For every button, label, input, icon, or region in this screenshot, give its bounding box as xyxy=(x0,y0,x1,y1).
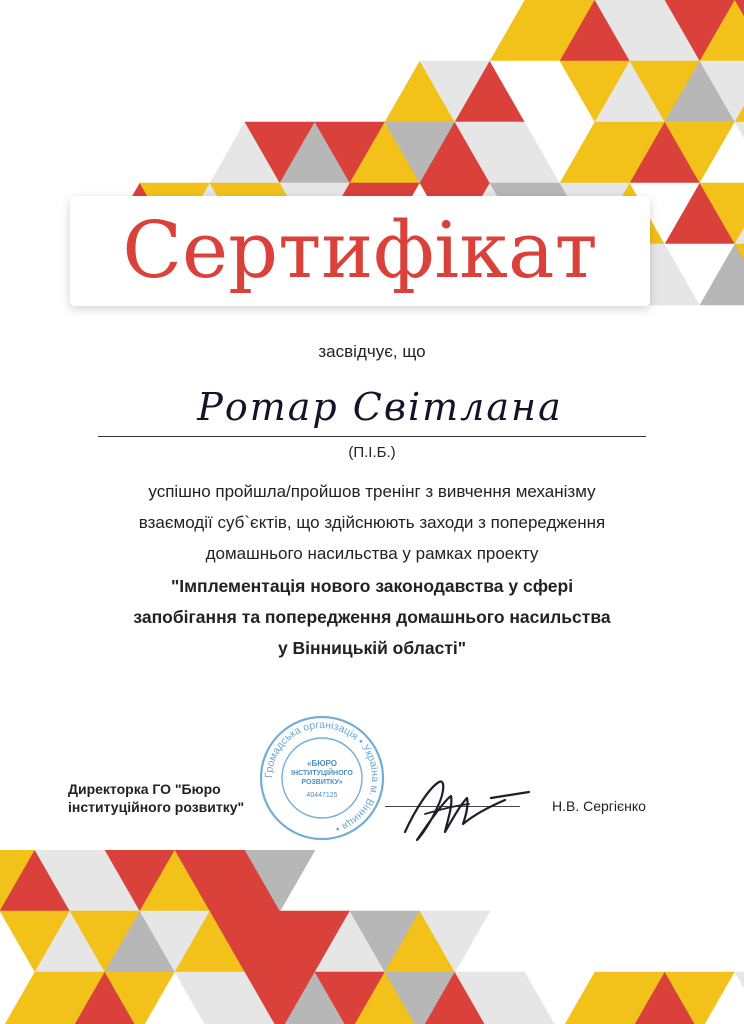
seal-center-line-1: «БЮРО xyxy=(307,759,337,768)
body-line-1: успішно пройшла/пройшов тренінг з вивчення механізму xyxy=(148,482,596,501)
seal-ring-text: Громадська організація • Україна м. Вінниця • xyxy=(262,718,382,835)
project-line-3: у Вінницькій області" xyxy=(277,638,467,658)
director-title-line-2: інституційного розвитку" xyxy=(68,799,245,815)
signer-name: Н.В. Сергієнко xyxy=(552,798,646,814)
project-line-1: "Імплементація нового законодавства у сфері xyxy=(170,576,574,596)
organization-seal xyxy=(258,714,386,842)
certificate-title: Сертифікат xyxy=(122,206,598,296)
seal-center-line-2: ІНСТИТУЦІЙНОГО xyxy=(291,770,353,777)
body-line-2: взаємодії суб`єктів, що здійснюють заходи з попередження xyxy=(138,513,606,532)
name-underline xyxy=(98,436,646,437)
certifies-text: засвідчує, що xyxy=(318,342,426,361)
seal-center-line-3: РОЗВИТКУ» xyxy=(301,779,343,786)
seal-code: 40447125 xyxy=(306,792,338,799)
name-caption: (П.І.Б.) xyxy=(348,444,396,461)
project-line-2: запобігання та попередження домашнього насильства xyxy=(133,607,611,627)
director-signature xyxy=(395,770,535,850)
director-title-line-1: Директорка ГО "Бюро xyxy=(68,781,221,797)
recipient-name-handwritten: Ротар Світлана xyxy=(197,385,563,429)
body-line-3: домашнього насильства у рамках проекту xyxy=(205,544,539,563)
